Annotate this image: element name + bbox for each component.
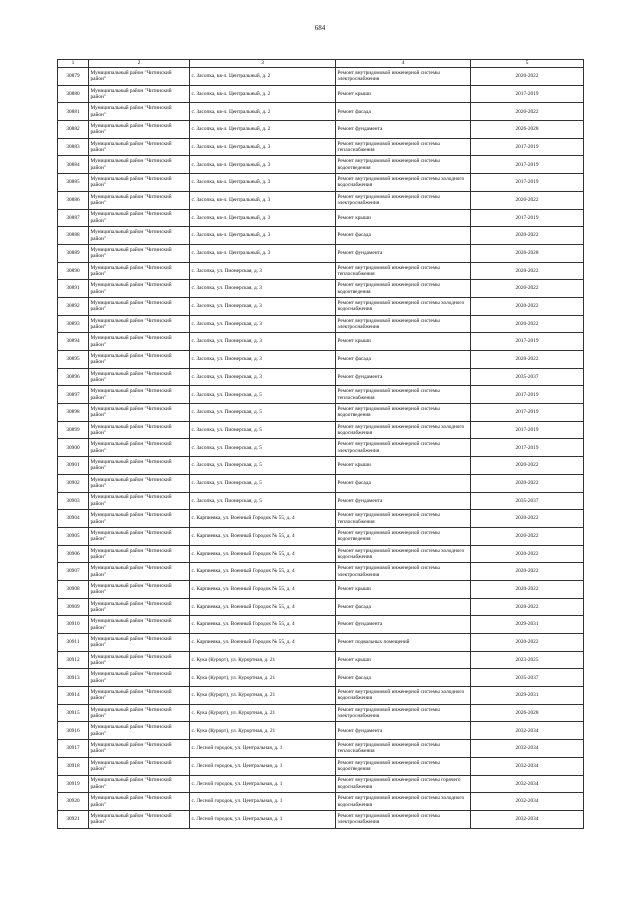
address-cell: с. Засопка, ул. Пионерская, д. 5 (190, 492, 336, 510)
table-row (58, 669, 584, 687)
municipality-cell: Муниципальный район "Читинский район" (89, 722, 190, 740)
period-cell: 2020-2022 (471, 545, 584, 563)
row-number-cell: 30907 (58, 563, 89, 581)
table-row (58, 297, 584, 315)
table-row (58, 368, 584, 386)
period-cell: 2020-2022 (471, 227, 584, 245)
row-number-cell: 30908 (58, 580, 89, 598)
row-number-cell: 30899 (58, 421, 89, 439)
address-cell: с. Засопка, кв-л. Центральный, д. 2 (190, 85, 336, 103)
municipality-cell: Муниципальный район "Читинский район" (89, 669, 190, 687)
municipality-cell: Муниципальный район "Читинский район" (89, 404, 190, 422)
table-row (58, 527, 584, 545)
period-cell: 2020-2022 (471, 103, 584, 121)
work-type-cell: Ремонт фундамента (336, 368, 471, 386)
table-header (58, 60, 584, 68)
row-number-cell: 30893 (58, 315, 89, 333)
address-cell: с. Карпиевка, ул. Военный Городок № 55, д. 4 (190, 598, 336, 616)
work-type-cell: Ремонт внутридомовой инженерной системы электроснабжения (336, 810, 471, 828)
address-cell: с. Карпиевка, ул. Военный Городок № 55, д. 4 (190, 563, 336, 581)
municipality-cell: Муниципальный район "Читинский район" (89, 810, 190, 828)
row-number-cell: 30889 (58, 244, 89, 262)
municipality-cell: Муниципальный район "Читинский район" (89, 191, 190, 209)
table-row (58, 156, 584, 174)
work-type-cell: Ремонт фундамента (336, 616, 471, 634)
period-cell: 2020-2022 (471, 457, 584, 475)
address-cell: с. Кука (Курорт), ул. Курортная, д. 21 (190, 722, 336, 740)
row-number-cell: 30883 (58, 138, 89, 156)
work-type-cell: Ремонт фасада (336, 103, 471, 121)
period-cell: 2032-2034 (471, 775, 584, 793)
period-cell: 2020-2022 (471, 262, 584, 280)
table-row (58, 386, 584, 404)
work-type-cell: Ремонт внутридомовой инженерной системы электроснабжения (336, 315, 471, 333)
address-cell: с. Засопка, ул. Пионерская, д. 5 (190, 386, 336, 404)
address-cell: с. Карпиевка, ул. Военный Городок № 55, д. 4 (190, 527, 336, 545)
municipality-cell: Муниципальный район "Читинский район" (89, 793, 190, 811)
municipality-cell: Муниципальный район "Читинский район" (89, 510, 190, 528)
row-number-cell: 30921 (58, 810, 89, 828)
row-number-cell: 30904 (58, 510, 89, 528)
municipality-cell: Муниципальный район "Читинский район" (89, 421, 190, 439)
address-cell: с. Лесной городок, ул. Центральная, д. 1 (190, 740, 336, 758)
row-number-cell: 30882 (58, 121, 89, 139)
table-row (58, 598, 584, 616)
work-type-cell: Ремонт внутридомовой инженерной системы холодного водоснабжения (336, 421, 471, 439)
work-type-cell: Ремонт внутридомовой инженерной системы водоотведения (336, 404, 471, 422)
address-cell: с. Засопка, ул. Пионерская, д. 3 (190, 315, 336, 333)
period-cell: 2029-2031 (471, 616, 584, 634)
municipality-cell: Муниципальный район "Читинский район" (89, 634, 190, 652)
row-number-cell: 30905 (58, 527, 89, 545)
table-row (58, 757, 584, 775)
period-cell: 2020-2022 (471, 191, 584, 209)
work-type-cell: Ремонт внутридомовой инженерной системы электроснабжения (336, 563, 471, 581)
row-number-cell: 30884 (58, 156, 89, 174)
work-type-cell: Ремонт внутридомовой инженерной системы холодного водоснабжения (336, 297, 471, 315)
row-number-cell: 30903 (58, 492, 89, 510)
column-header-2: 2 (89, 60, 190, 68)
table-row (58, 634, 584, 652)
table-row (58, 616, 584, 634)
work-type-cell: Ремонт фундамента (336, 244, 471, 262)
address-cell: с. Карпиевка, ул. Военный Городок № 55, д. 4 (190, 510, 336, 528)
row-number-cell: 30906 (58, 545, 89, 563)
period-cell: 2032-2034 (471, 722, 584, 740)
row-number-cell: 30913 (58, 669, 89, 687)
address-cell: с. Кука (Курорт), ул. Курортная, д. 21 (190, 651, 336, 669)
municipality-cell: Муниципальный район "Читинский район" (89, 527, 190, 545)
work-type-cell: Ремонт крыши (336, 333, 471, 351)
work-type-cell: Ремонт внутридомовой инженерной системы теплоснабжения (336, 138, 471, 156)
address-cell: с. Карпиевка, ул. Военный Городок № 55, д. 4 (190, 580, 336, 598)
table-row (58, 209, 584, 227)
table-row (58, 651, 584, 669)
address-cell: с. Засопка, ул. Пионерская, д. 3 (190, 262, 336, 280)
row-number-cell: 30888 (58, 227, 89, 245)
header-row (58, 60, 584, 68)
table-row (58, 191, 584, 209)
table-row (58, 85, 584, 103)
municipality-cell: Муниципальный район "Читинский район" (89, 704, 190, 722)
work-type-cell: Ремонт фасада (336, 227, 471, 245)
work-type-cell: Ремонт внутридомовой инженерной системы теплоснабжения (336, 386, 471, 404)
row-number-cell: 30886 (58, 191, 89, 209)
row-number-cell: 30900 (58, 439, 89, 457)
period-cell: 2023-2025 (471, 651, 584, 669)
column-header-5: 5 (471, 60, 584, 68)
row-number-cell: 30917 (58, 740, 89, 758)
address-cell: с. Засопка, кв-л. Центральный, д. 3 (190, 244, 336, 262)
address-cell: с. Засопка, кв-л. Центральный, д. 3 (190, 174, 336, 192)
row-number-cell: 30881 (58, 103, 89, 121)
table-row (58, 775, 584, 793)
period-cell: 2020-2022 (471, 474, 584, 492)
work-type-cell: Ремонт подвальных помещений (336, 634, 471, 652)
repair-schedule-table (57, 59, 584, 829)
municipality-cell: Муниципальный район "Читинский район" (89, 68, 190, 86)
table-row (58, 351, 584, 369)
work-type-cell: Ремонт внутридомовой инженерной системы электроснабжения (336, 704, 471, 722)
row-number-cell: 30911 (58, 634, 89, 652)
work-type-cell: Ремонт фасада (336, 598, 471, 616)
address-cell: с. Засопка, кв-л. Центральный, д. 3 (190, 138, 336, 156)
address-cell: с. Засопка, ул. Пионерская, д. 5 (190, 457, 336, 475)
row-number-cell: 30897 (58, 386, 89, 404)
municipality-cell: Муниципальный район "Читинский район" (89, 651, 190, 669)
address-cell: с. Засопка, кв-л. Центральный, д. 3 (190, 209, 336, 227)
municipality-cell: Муниципальный район "Читинский район" (89, 138, 190, 156)
period-cell: 2020-2022 (471, 510, 584, 528)
municipality-cell: Муниципальный район "Читинский район" (89, 616, 190, 634)
row-number-cell: 30909 (58, 598, 89, 616)
address-cell: с. Засопка, ул. Пионерская, д. 5 (190, 421, 336, 439)
work-type-cell: Ремонт внутридомовой инженерной системы теплоснабжения (336, 262, 471, 280)
municipality-cell: Муниципальный район "Читинский район" (89, 580, 190, 598)
table-row (58, 174, 584, 192)
table-row (58, 457, 584, 475)
work-type-cell: Ремонт фундамента (336, 121, 471, 139)
table-row (58, 510, 584, 528)
table-row (58, 68, 584, 86)
work-type-cell: Ремонт фундамента (336, 492, 471, 510)
address-cell: с. Засопка, кв-л. Центральный, д. 2 (190, 103, 336, 121)
table-row (58, 244, 584, 262)
period-cell: 2026-2028 (471, 244, 584, 262)
table-row (58, 421, 584, 439)
period-cell: 2020-2022 (471, 634, 584, 652)
period-cell: 2026-2028 (471, 704, 584, 722)
period-cell: 2020-2022 (471, 563, 584, 581)
period-cell: 2020-2022 (471, 351, 584, 369)
work-type-cell: Ремонт внутридомовой инженерной системы электроснабжения (336, 68, 471, 86)
address-cell: с. Кука (Курорт), ул. Курортная, д. 21 (190, 704, 336, 722)
work-type-cell: Ремонт фасада (336, 351, 471, 369)
row-number-cell: 30919 (58, 775, 89, 793)
row-number-cell: 30879 (58, 68, 89, 86)
table-row (58, 262, 584, 280)
row-number-cell: 30920 (58, 793, 89, 811)
table-row (58, 492, 584, 510)
work-type-cell: Ремонт внутридомовой инженерной системы холодного водоснабжения (336, 174, 471, 192)
municipality-cell: Муниципальный район "Читинский район" (89, 474, 190, 492)
period-cell: 2032-2034 (471, 740, 584, 758)
address-cell: с. Засопка, кв-л. Центральный, д. 3 (190, 156, 336, 174)
address-cell: с. Засопка, ул. Пионерская, д. 3 (190, 351, 336, 369)
row-number-cell: 30914 (58, 687, 89, 705)
work-type-cell: Ремонт внутридомовой инженерной системы горячего водоснабжения (336, 775, 471, 793)
municipality-cell: Муниципальный район "Читинский район" (89, 315, 190, 333)
row-number-cell: 30910 (58, 616, 89, 634)
work-type-cell: Ремонт крыши (336, 457, 471, 475)
address-cell: с. Кука (Курорт), ул. Курортная, д. 21 (190, 687, 336, 705)
municipality-cell: Муниципальный район "Читинский район" (89, 457, 190, 475)
municipality-cell: Муниципальный район "Читинский район" (89, 103, 190, 121)
municipality-cell: Муниципальный район "Читинский район" (89, 740, 190, 758)
period-cell: 2020-2022 (471, 297, 584, 315)
work-type-cell: Ремонт внутридомовой инженерной системы водоотведения (336, 527, 471, 545)
work-type-cell: Ремонт фундамента (336, 722, 471, 740)
address-cell: с. Засопка, ул. Пионерская, д. 3 (190, 280, 336, 298)
municipality-cell: Муниципальный район "Читинский район" (89, 492, 190, 510)
address-cell: с. Засопка, ул. Пионерская, д. 3 (190, 368, 336, 386)
row-number-cell: 30885 (58, 174, 89, 192)
period-cell: 2017-2019 (471, 421, 584, 439)
period-cell: 2035-2037 (471, 669, 584, 687)
work-type-cell: Ремонт фасада (336, 669, 471, 687)
address-cell: с. Лесной городок, ул. Центральная, д. 1 (190, 757, 336, 775)
row-number-cell: 30895 (58, 351, 89, 369)
municipality-cell: Муниципальный район "Читинский район" (89, 209, 190, 227)
row-number-cell: 30896 (58, 368, 89, 386)
period-cell: 2035-2037 (471, 492, 584, 510)
period-cell: 2026-2028 (471, 121, 584, 139)
period-cell: 2032-2034 (471, 793, 584, 811)
municipality-cell: Муниципальный район "Читинский район" (89, 545, 190, 563)
table-row (58, 687, 584, 705)
period-cell: 2032-2034 (471, 810, 584, 828)
municipality-cell: Муниципальный район "Читинский район" (89, 351, 190, 369)
municipality-cell: Муниципальный район "Читинский район" (89, 598, 190, 616)
work-type-cell: Ремонт внутридомовой инженерной системы водоотведения (336, 757, 471, 775)
municipality-cell: Муниципальный район "Читинский район" (89, 687, 190, 705)
row-number-cell: 30890 (58, 262, 89, 280)
table-row (58, 333, 584, 351)
table-row (58, 315, 584, 333)
work-type-cell: Ремонт внутридомовой инженерной системы водоотведения (336, 156, 471, 174)
address-cell: с. Карпиевка, ул. Военный Городок № 55, д. 4 (190, 616, 336, 634)
table-body (58, 68, 584, 829)
column-header-4: 4 (336, 60, 471, 68)
work-type-cell: Ремонт внутридомовой инженерной системы электроснабжения (336, 439, 471, 457)
period-cell: 2020-2022 (471, 68, 584, 86)
address-cell: с. Засопка, ул. Пионерская, д. 5 (190, 474, 336, 492)
row-number-cell: 30916 (58, 722, 89, 740)
period-cell: 2017-2019 (471, 404, 584, 422)
municipality-cell: Муниципальный район "Читинский район" (89, 85, 190, 103)
municipality-cell: Муниципальный район "Читинский район" (89, 439, 190, 457)
work-type-cell: Ремонт внутридомовой инженерной системы холодного водоснабжения (336, 545, 471, 563)
table-row (58, 722, 584, 740)
work-type-cell: Ремонт крыши (336, 651, 471, 669)
municipality-cell: Муниципальный район "Читинский район" (89, 156, 190, 174)
period-cell: 2029-2031 (471, 687, 584, 705)
period-cell: 2017-2019 (471, 333, 584, 351)
address-cell: с. Засопка, ул. Пионерская, д. 5 (190, 404, 336, 422)
address-cell: с. Кука (Курорт), ул. Курортная, д. 21 (190, 669, 336, 687)
work-type-cell: Ремонт крыши (336, 209, 471, 227)
work-type-cell: Ремонт внутридомовой инженерной системы теплоснабжения (336, 510, 471, 528)
row-number-cell: 30887 (58, 209, 89, 227)
period-cell: 2017-2019 (471, 138, 584, 156)
row-number-cell: 30901 (58, 457, 89, 475)
period-cell: 2017-2019 (471, 439, 584, 457)
municipality-cell: Муниципальный район "Читинский район" (89, 280, 190, 298)
address-cell: с. Карпиевка, ул. Военный Городок № 55, д. 4 (190, 634, 336, 652)
period-cell: 2020-2022 (471, 315, 584, 333)
row-number-cell: 30880 (58, 85, 89, 103)
page-number: 684 (314, 24, 326, 32)
municipality-cell: Муниципальный район "Читинский район" (89, 121, 190, 139)
table-row (58, 545, 584, 563)
address-cell: с. Засопка, кв-л. Центральный, д. 2 (190, 121, 336, 139)
municipality-cell: Муниципальный район "Читинский район" (89, 386, 190, 404)
municipality-cell: Муниципальный район "Читинский район" (89, 563, 190, 581)
municipality-cell: Муниципальный район "Читинский район" (89, 775, 190, 793)
work-type-cell: Ремонт внутридомовой инженерной системы теплоснабжения (336, 740, 471, 758)
table-row (58, 138, 584, 156)
work-type-cell: Ремонт крыши (336, 580, 471, 598)
table-row (58, 280, 584, 298)
row-number-cell: 30892 (58, 297, 89, 315)
address-cell: с. Лесной городок, ул. Центральная, д. 1 (190, 775, 336, 793)
work-type-cell: Ремонт внутридомовой инженерной системы холодного водоснабжения (336, 687, 471, 705)
work-type-cell: Ремонт крыши (336, 85, 471, 103)
municipality-cell: Муниципальный район "Читинский район" (89, 244, 190, 262)
work-type-cell: Ремонт внутридомовой инженерной системы водоотведения (336, 280, 471, 298)
period-cell: 2017-2019 (471, 386, 584, 404)
period-cell: 2017-2019 (471, 156, 584, 174)
address-cell: с. Засопка, ул. Пионерская, д. 3 (190, 297, 336, 315)
address-cell: с. Засопка, ул. Пионерская, д. 5 (190, 439, 336, 457)
row-number-cell: 30898 (58, 404, 89, 422)
table-row (58, 227, 584, 245)
address-cell: с. Засопка, кв-л. Центральный, д. 3 (190, 227, 336, 245)
table-row (58, 404, 584, 422)
period-cell: 2020-2022 (471, 598, 584, 616)
table-row (58, 580, 584, 598)
address-cell: с. Лесной городок, ул. Центральная, д. 1 (190, 810, 336, 828)
work-type-cell: Ремонт фасада (336, 474, 471, 492)
table-row (58, 103, 584, 121)
municipality-cell: Муниципальный район "Читинский район" (89, 262, 190, 280)
period-cell: 2020-2022 (471, 280, 584, 298)
municipality-cell: Муниципальный район "Читинский район" (89, 368, 190, 386)
row-number-cell: 30891 (58, 280, 89, 298)
work-type-cell: Ремонт внутридомовой инженерной системы электроснабжения (336, 191, 471, 209)
table-row (58, 563, 584, 581)
table-row (58, 474, 584, 492)
period-cell: 2035-2037 (471, 368, 584, 386)
table-row (58, 793, 584, 811)
table-row (58, 439, 584, 457)
period-cell: 2017-2019 (471, 85, 584, 103)
period-cell: 2017-2019 (471, 174, 584, 192)
address-cell: с. Карпиевка, ул. Военный Городок № 55, д. 4 (190, 545, 336, 563)
address-cell: с. Засопка, кв-л. Центральный, д. 3 (190, 191, 336, 209)
row-number-cell: 30894 (58, 333, 89, 351)
row-number-cell: 30915 (58, 704, 89, 722)
row-number-cell: 30912 (58, 651, 89, 669)
municipality-cell: Муниципальный район "Читинский район" (89, 227, 190, 245)
period-cell: 2020-2022 (471, 527, 584, 545)
row-number-cell: 30902 (58, 474, 89, 492)
municipality-cell: Муниципальный район "Читинский район" (89, 333, 190, 351)
table-row (58, 810, 584, 828)
address-cell: с. Лесной городок, ул. Центральная, д. 1 (190, 793, 336, 811)
address-cell: с. Засопка, ул. Пионерская, д. 3 (190, 333, 336, 351)
table-row (58, 740, 584, 758)
period-cell: 2017-2019 (471, 209, 584, 227)
column-header-1: 1 (58, 60, 89, 68)
column-header-3: 3 (190, 60, 336, 68)
municipality-cell: Муниципальный район "Читинский район" (89, 297, 190, 315)
table-row (58, 704, 584, 722)
table-row (58, 121, 584, 139)
address-cell: с. Засопка, кв-л. Центральный, д. 2 (190, 68, 336, 86)
period-cell: 2032-2034 (471, 757, 584, 775)
municipality-cell: Муниципальный район "Читинский район" (89, 757, 190, 775)
work-type-cell: Ремонт внутридомовой инженерной системы холодного водоснабжения (336, 793, 471, 811)
row-number-cell: 30918 (58, 757, 89, 775)
period-cell: 2020-2022 (471, 580, 584, 598)
municipality-cell: Муниципальный район "Читинский район" (89, 174, 190, 192)
